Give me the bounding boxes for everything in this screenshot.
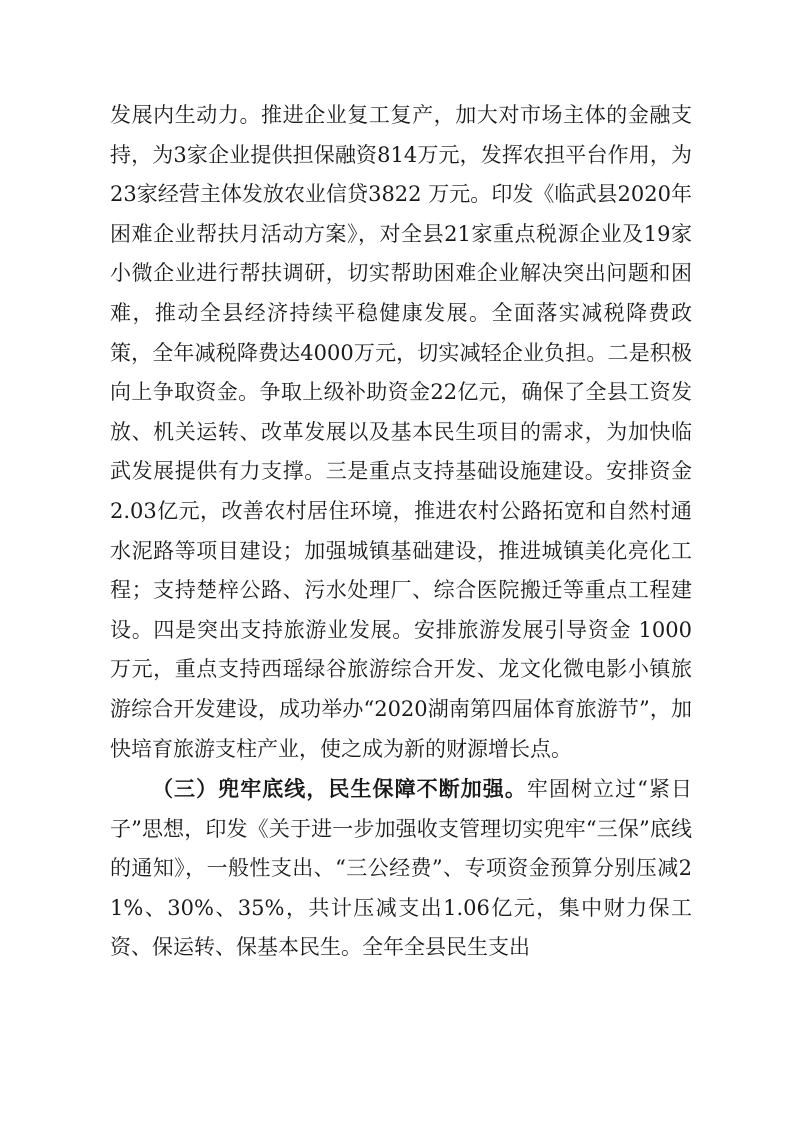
section-heading: （三）兜牢底线，民生保障不断加强。 <box>152 776 527 802</box>
paragraph-text: 发展内生动力。推进企业复工复产，加大对市场主体的金融支持，为3家企业提供担保融资814万元，发挥农担平台作用，为23家经营主体发放农业信贷3822 万元。印发《临武县2020年困难企业帮扶月活动方案》，对全县21家重点税源企业及19家小微企业进行帮扶调研，切实帮助困难企业解决突出问题和困难，推动全县经济持续平稳健康发展。全面落实减税降费政策，全年减税降费达4000万元，切实减轻企业负担。二是积极向上争取资金。争取上级补助资金22亿元，确保了全县工资发放、机关运转、改革发展以及基本民生项目的需求，为加快临武发展提供有力支撑。三是重点支持基础设施建设。安排资金2.03亿元，改善农村居住环境，推进农村公路拓宽和自然村通水泥路等项目建设；加强城镇基础建设，推进城镇美化亮化工程；支持楚梓公路、污水处理厂、综合医院搬迁等重点工程建设。四是突出支持旅游业发展。安排旅游发展引导资金 1000万元，重点支持西瑶绿谷旅游综合开发、龙文化微电影小镇旅游综合开发建设，成功举办“2020湖南第四届体育旅游节”，加快培育旅游支柱产业，使之成为新的财源增长点。 <box>110 103 692 761</box>
paragraph-section-three <box>110 769 692 968</box>
paragraph-text: 牢固树立过“紧日子”思想，印发《关于进一步加强收支管理切实兜牢“三保”底线的通知》，一般性支出、“三公经费”、专项资金预算分别压减21%、30%、35%，共计压减支出1.06亿元，集中财力保工资、保运转、保基本民生。全年全县民生支出 <box>110 777 692 960</box>
body-text <box>110 96 692 968</box>
paragraph-continued <box>110 96 692 769</box>
